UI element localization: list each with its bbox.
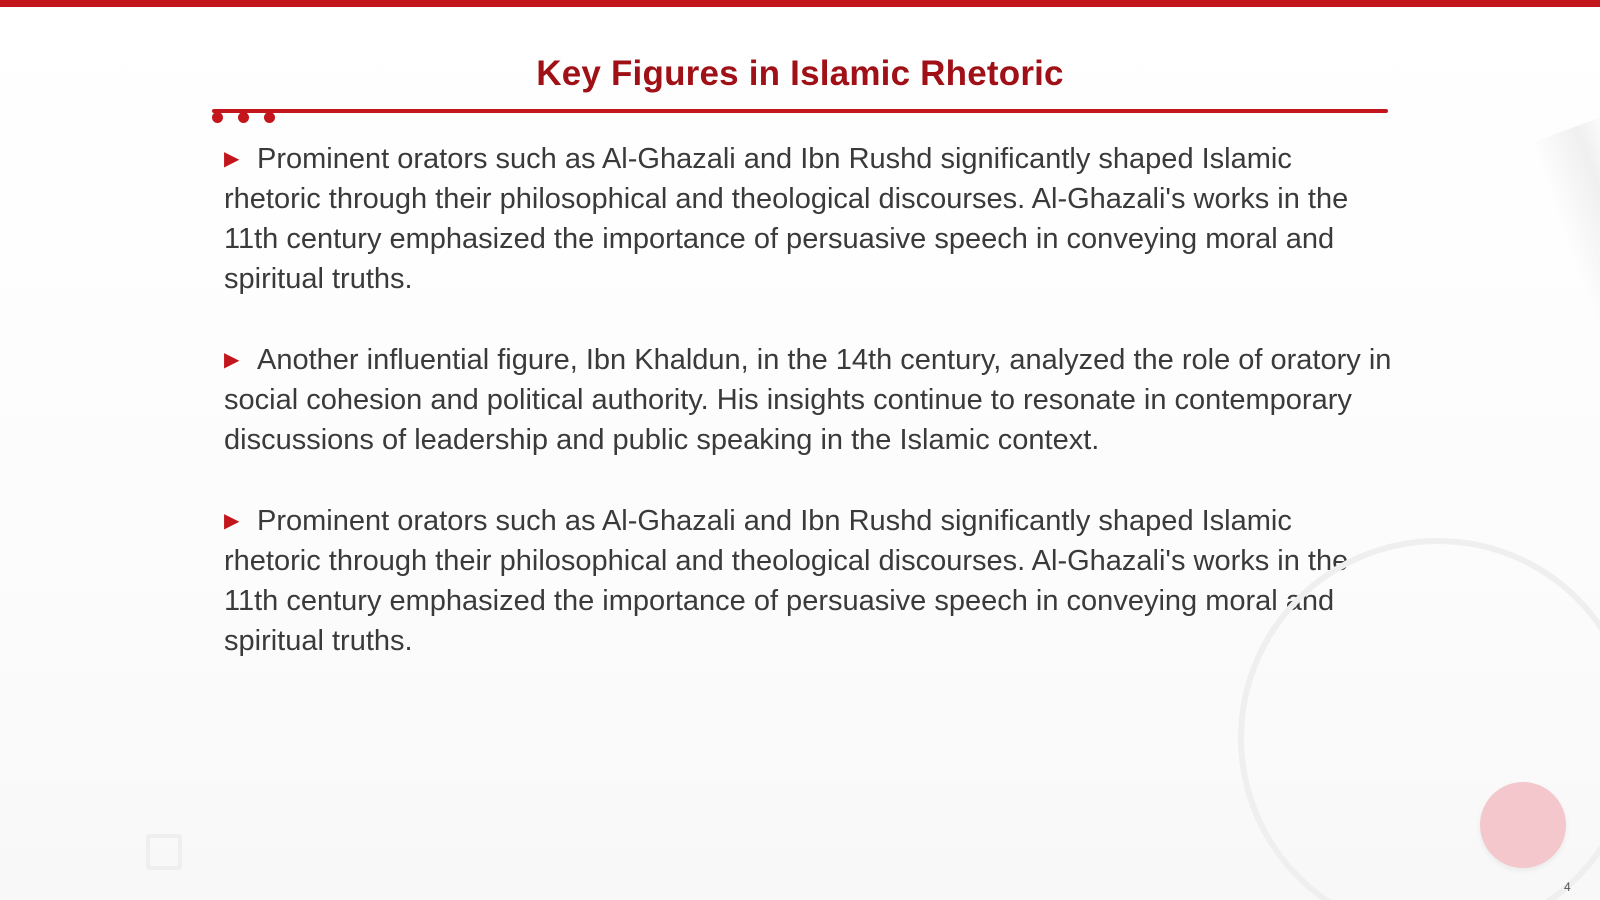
triangle-right-icon: ▶ [224,510,240,532]
decorative-pink-circle [1480,782,1566,868]
page-number: 4 [1564,880,1571,894]
bullet-text: Prominent orators such as Al-Ghazali and Ibn Rushd significantly shaped Islamic rhetoric through their philosophical and theological discourses. Al-Ghazali's works in the 11th century emphasized the importance of persuasive speech in conveying moral and spiritual truths. [224,143,1349,295]
dot-icon [264,112,275,123]
bullet-item [224,501,1394,661]
bullet-list [224,139,1394,702]
dot-icon [238,112,249,123]
bullet-item [224,340,1394,460]
top-accent-bar [0,0,1600,7]
bullet-item [224,139,1394,299]
title-underline [212,109,1388,113]
title-dots [212,112,282,124]
triangle-right-icon: ▶ [224,349,240,371]
slide-title: Key Figures in Islamic Rhetoric [536,54,1064,93]
triangle-right-icon: ▶ [224,148,240,170]
decorative-square-outline [146,834,182,870]
bullet-text: Another influential figure, Ibn Khaldun, in the 14th century, analyzed the role of oratory in social cohesion and political authority. His insights continue to resonate in contemporary discussions of leadership and public speaking in the Islamic context. [224,344,1392,456]
dot-icon [212,112,223,123]
decorative-stripe [1531,115,1600,424]
bullet-text: Prominent orators such as Al-Ghazali and Ibn Rushd significantly shaped Islamic rhetoric through their philosophical and theological discourses. Al-Ghazali's works in the 11th century emphasized the importance of persuasive speech in conveying moral and spiritual truths. [224,505,1349,657]
